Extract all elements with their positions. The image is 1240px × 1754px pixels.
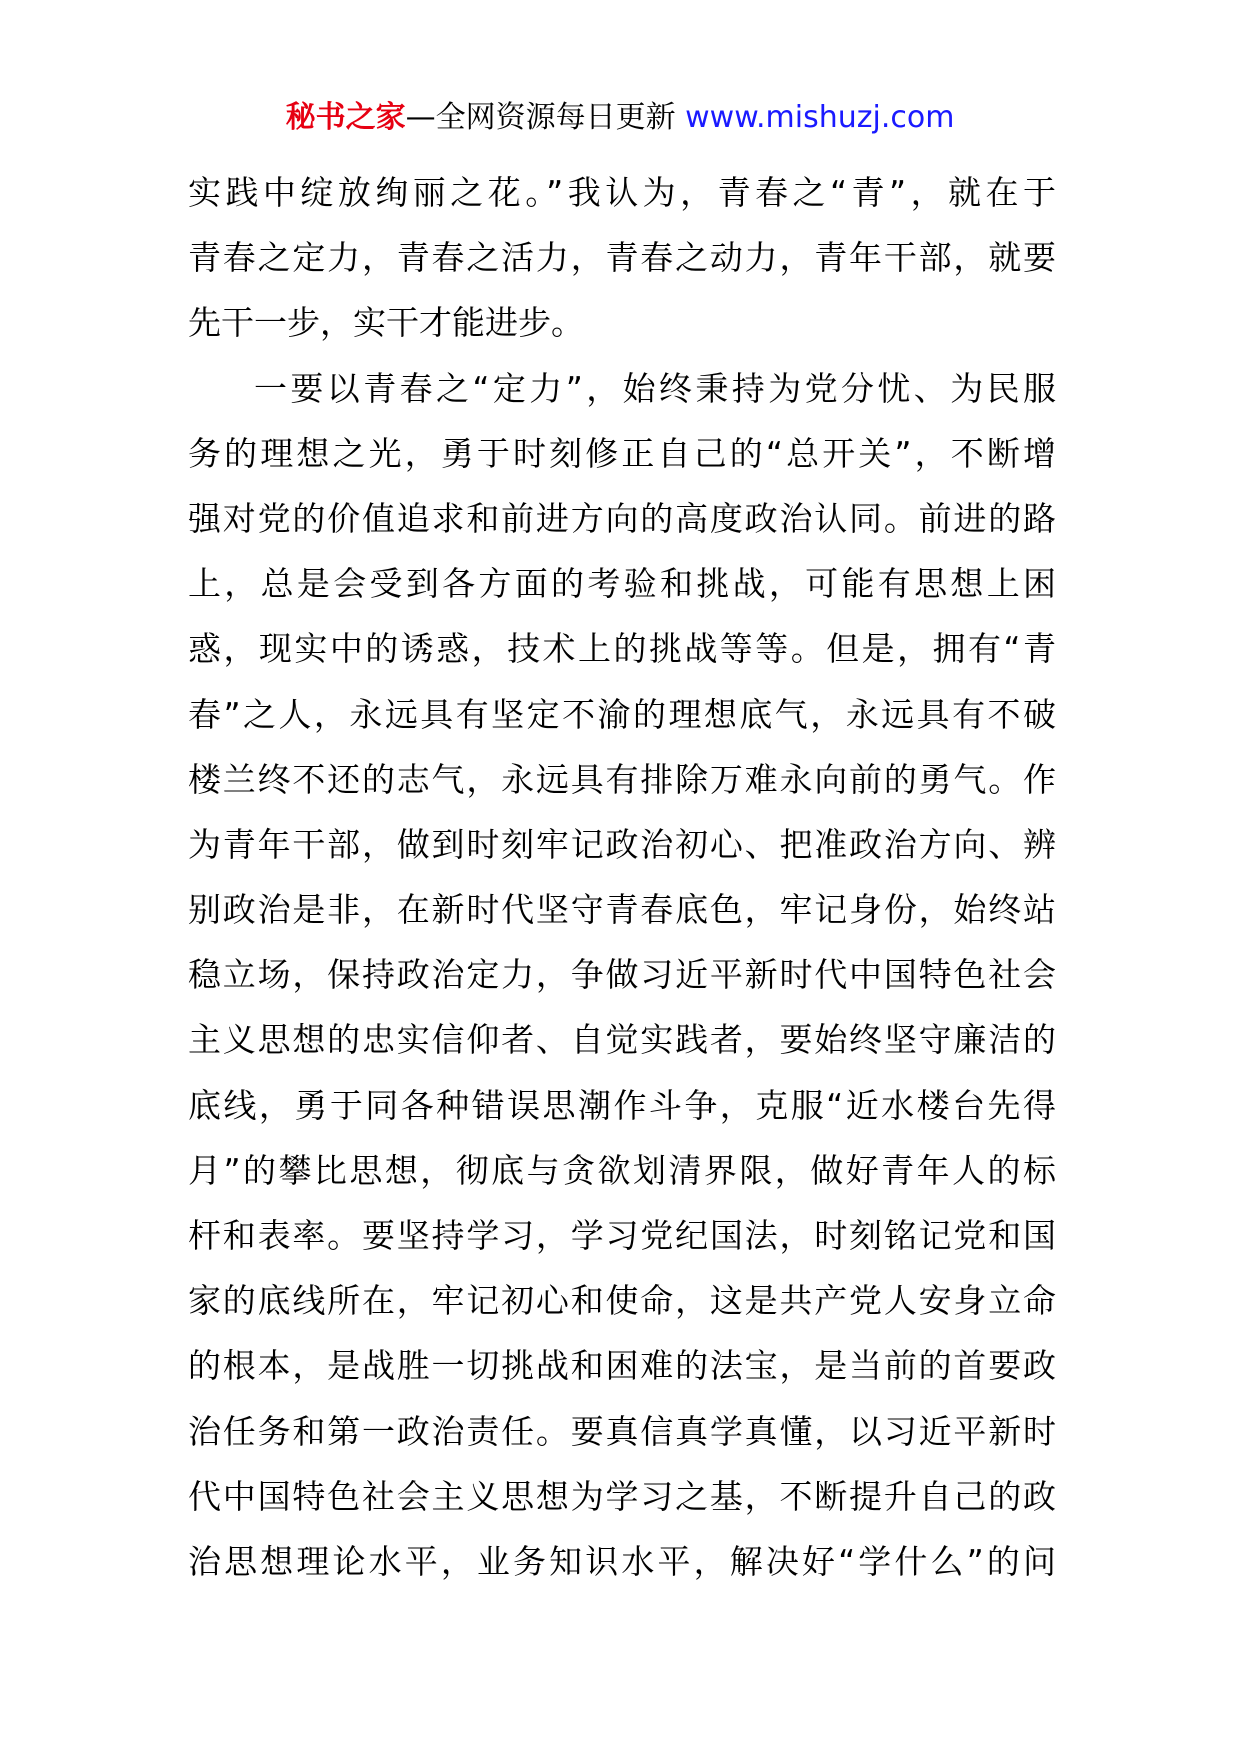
text-line: 上，总是会受到各方面的考验和挑战，可能有思想上困	[188, 564, 1056, 604]
text-line: 的根本，是战胜一切挑战和困难的法宝，是当前的首要政	[188, 1346, 1056, 1386]
text-line: 楼兰终不还的志气，永远具有排除万难永向前的勇气。作	[188, 759, 1056, 799]
text-line: 强对党的价值追求和前进方向的高度政治认同。前进的路	[188, 498, 1056, 538]
text-line: 底线，勇于同各种错误思潮作斗争，克服“近水楼台先得	[188, 1085, 1056, 1125]
text-line: 先干一步，实干才能进步。	[188, 303, 584, 343]
header-tagline: —全网资源每日更新	[405, 100, 686, 135]
text-line: 青春之定力，青春之活力，青春之动力，青年干部，就要	[188, 238, 1056, 278]
text-line: 主义思想的忠实信仰者、自觉实践者，要始终坚守廉洁的	[188, 1020, 1056, 1060]
text-line: 家的底线所在，牢记初心和使命，这是共产党人安身立命	[188, 1281, 1056, 1321]
text-line: 治任务和第一政治责任。要真信真学真懂，以习近平新时	[188, 1411, 1056, 1451]
body-text	[188, 160, 1056, 1594]
text-line: 稳立场，保持政治定力，争做习近平新时代中国特色社会	[188, 955, 1056, 995]
text-line: 惑，现实中的诱惑，技术上的挑战等等。但是，拥有“青	[188, 629, 1056, 669]
text-line: 春”之人，永远具有坚定不渝的理想底气，永远具有不破	[188, 694, 1056, 734]
header-brand: 秘书之家	[285, 100, 406, 135]
text-line: 治思想理论水平，业务知识水平，解决好“学什么”的问	[188, 1541, 1056, 1581]
text-line: 务的理想之光，勇于时刻修正自己的“总开关”，不断增	[188, 433, 1056, 473]
text-line: 别政治是非，在新时代坚守青春底色，牢记身份，始终站	[188, 890, 1056, 930]
text-line: 杆和表率。要坚持学习，学习党纪国法，时刻铭记党和国	[188, 1216, 1056, 1255]
header-url-link[interactable]: www.mishuzj.com	[685, 100, 955, 135]
text-line: 代中国特色社会主义思想为学习之基，不断提升自己的政	[188, 1476, 1056, 1516]
text-line: 为青年干部，做到时刻牢记政治初心、把准政治方向、辨	[188, 824, 1056, 864]
text-line: 月”的攀比思想，彻底与贪欲划清界限，做好青年人的标	[188, 1150, 1056, 1190]
page-header	[0, 98, 1240, 138]
text-line: 一要以青春之“定力”，始终秉持为党分忧、为民服	[254, 368, 1056, 408]
text-line: 实践中绽放绚丽之花。”我认为，青春之“青”，就在于	[188, 173, 1056, 212]
